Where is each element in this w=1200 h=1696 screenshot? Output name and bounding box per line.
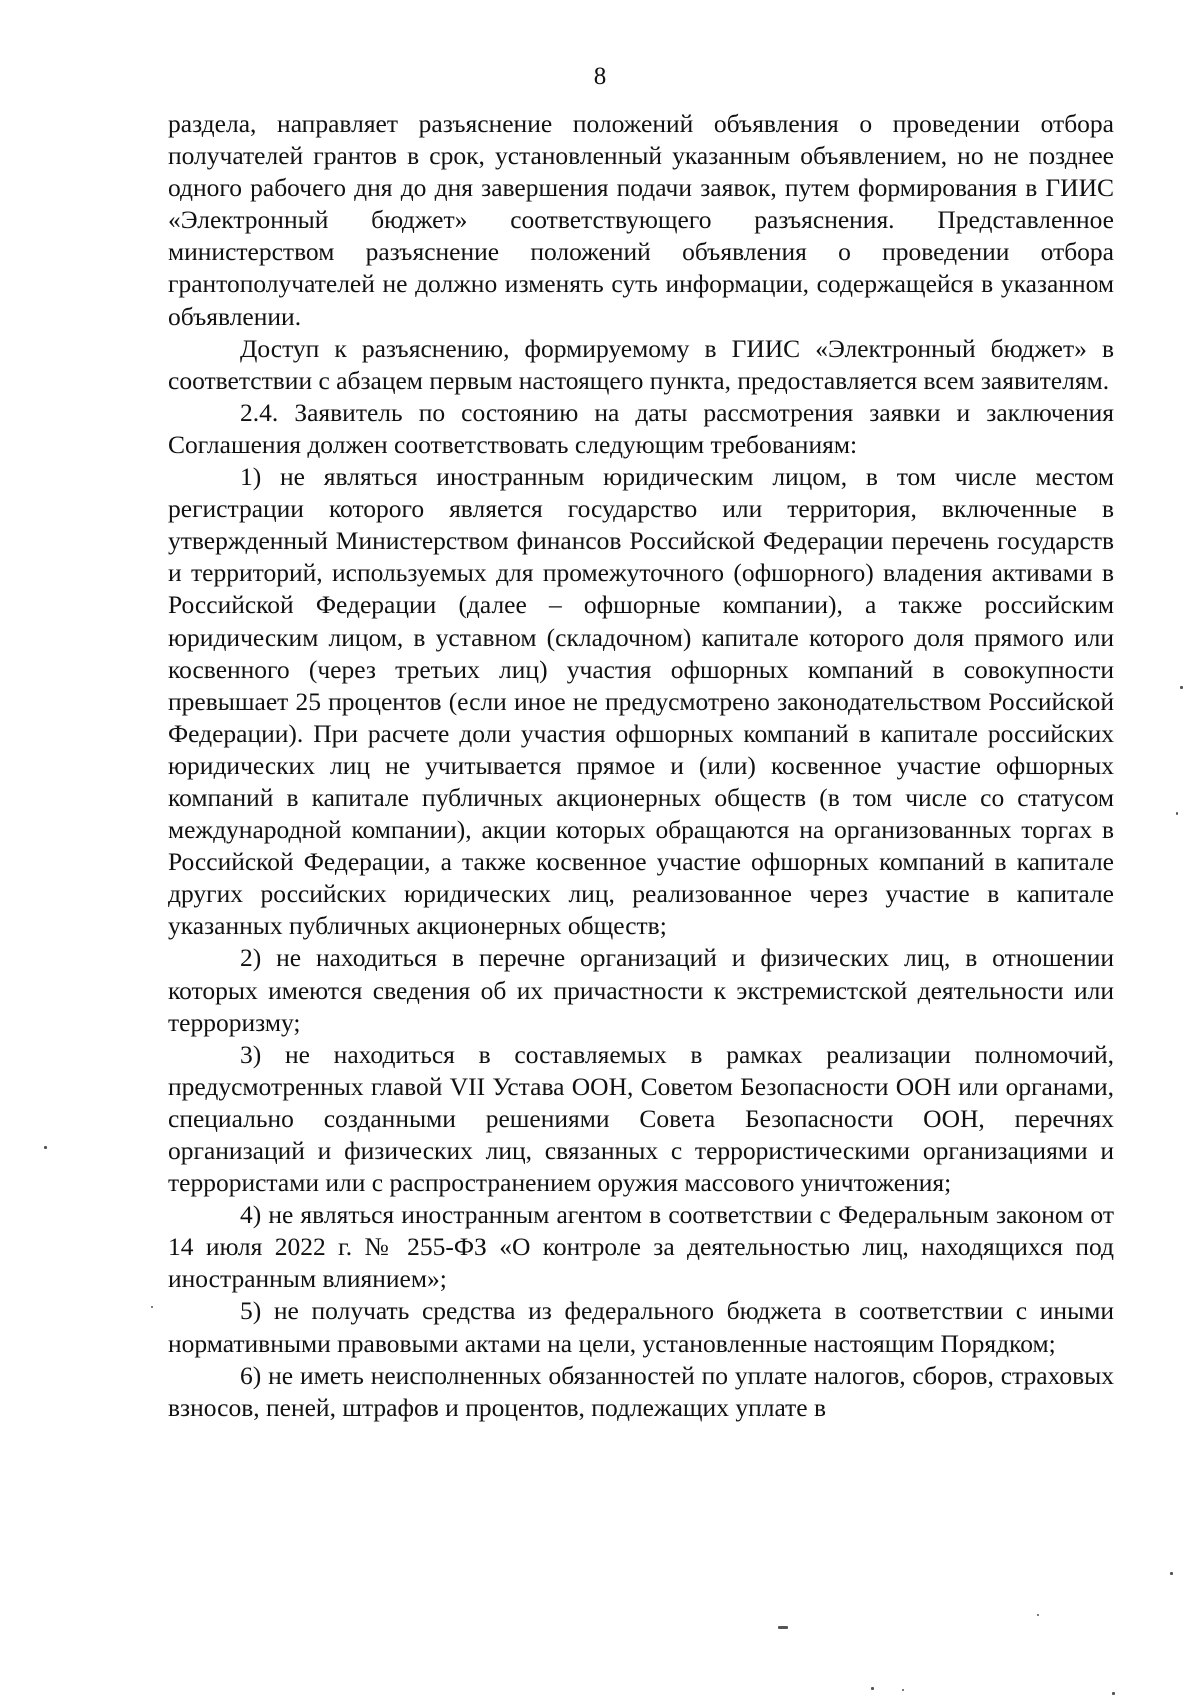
document-body bbox=[168, 108, 1114, 1424]
scan-speck bbox=[1170, 1572, 1173, 1575]
scan-speck bbox=[871, 1687, 874, 1690]
scan-speck bbox=[1112, 1692, 1115, 1695]
requirement-item-1: 1) не являться иностранным юридическим лицом, в том числе местом регистрации которого является государство или территория, включенные в утвержденный Министерством финансов Российской Федерации перечень государств и территорий, используемых для промежуточного (офшорного) владения активами в Российской Федерации (далее – офшорные компании), а также российским юридическим лицом, в уставном (складочном) капитале которого доля прямого или косвенного (через третьих лиц) участия офшорных компаний в совокупности превышает 25 процентов (если иное не предусмотрено законодательством Российской Федерации). При расчете доли участия офшорных компаний в капитале российских юридических лиц не учитывается прямое и (или) косвенное участие офшорных компаний в капитале публичных акционерных обществ (в том числе со статусом международной компании), акции которых обращаются на организованных торгах в Российской Федерации, а также косвенное участие офшорных компаний в капитале других российских юридических лиц, реализованное через участие в капитале указанных публичных акционерных обществ; bbox=[168, 462, 1114, 941]
requirement-item-2: 2) не находиться в перечне организаций и физических лиц, в отношении которых имеются сведения об их причастности к экстремистской деятельности или терроризму; bbox=[168, 943, 1114, 1037]
scan-speck bbox=[1037, 1614, 1039, 1616]
scan-speck bbox=[151, 1306, 153, 1308]
scan-speck bbox=[1180, 686, 1183, 689]
requirement-item-3: 3) не находиться в составляемых в рамках реализации полномочий, предусмотренных главой VII Устава ООН, Советом Безопасности ООН или органами, специально созданными решениями Совета Безопасности ООН, перечнях организаций и физических лиц, связанных с террористическими организациями и террористами или с распространением оружия массового уничтожения; bbox=[168, 1039, 1114, 1198]
requirement-item-6: 6) не иметь неисполненных обязанностей по уплате налогов, сборов, страховых взносов, пеней, штрафов и процентов, подлежащих уплате в bbox=[168, 1360, 1114, 1422]
scan-speck bbox=[778, 1626, 788, 1629]
paragraph-section-2-4: 2.4. Заявитель по состоянию на даты рассмотрения заявки и заключения Соглашения должен соответствовать следующим требованиям: bbox=[168, 397, 1114, 459]
requirement-item-5: 5) не получать средства из федерального бюджета в соответствии с иными нормативными правовыми актами на цели, установленные настоящим Порядком; bbox=[168, 1296, 1114, 1358]
paragraph-clarification-procedure: раздела, направляет разъяснение положений объявления о проведении отбора получателей грантов в срок, установленный указанным объявлением, но не позднее одного рабочего дня до дня завершения подачи заявок, путем формирования в ГИИС «Электронный бюджет» соответствующего разъяснения. Представленное министерством разъяснение положений объявления о проведении отбора грантополучателей не должно изменять суть информации, содержащейся в указанном объявлении. bbox=[168, 109, 1114, 331]
paragraph-clarification-access: Доступ к разъяснению, формируемому в ГИИС «Электронный бюджет» в соответствии с абзацем первым настоящего пункта, предоставляется всем заявителям. bbox=[168, 333, 1114, 395]
scan-speck bbox=[1176, 812, 1178, 815]
requirement-item-4: 4) не являться иностранным агентом в соответствии с Федеральным законом от 14 июля 2022 г. № 255-ФЗ «О контроле за деятельностью лиц, находящихся под иностранным влиянием»; bbox=[168, 1200, 1114, 1294]
page-number: 8 bbox=[593, 63, 607, 90]
scan-speck bbox=[44, 1146, 47, 1149]
scan-speck bbox=[902, 1689, 904, 1691]
